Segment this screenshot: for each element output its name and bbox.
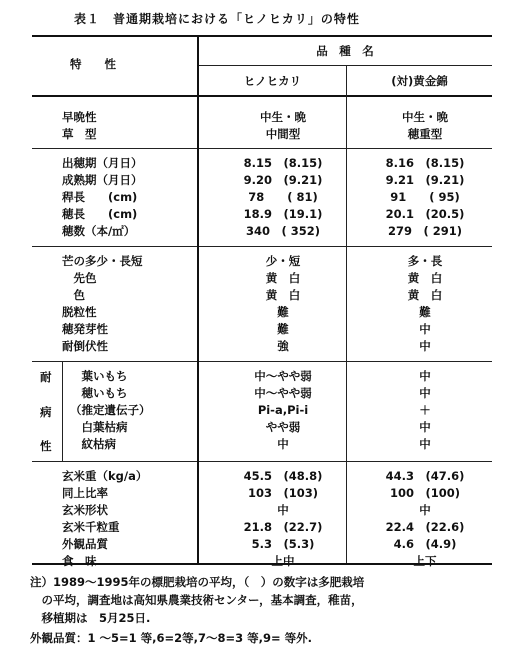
- cell-hinohikari: 黄 白: [265, 288, 301, 302]
- row-label: 食 味: [62, 554, 97, 568]
- table-title: 表１ 普通期栽培における「ヒノヒカリ」の特性: [74, 12, 360, 26]
- cell-hinohikari: 中生・晩: [260, 110, 306, 124]
- row-label: 玄米形状: [62, 503, 108, 517]
- row-label: 早晩性: [62, 110, 97, 124]
- header-bottom-rule: [32, 95, 492, 97]
- cell-koganenishiki: 中: [419, 437, 431, 451]
- cell-koganenishiki: 中生・晩: [402, 110, 448, 124]
- cell-hinohikari: 中: [277, 437, 289, 451]
- cell-koganenishiki: 多・長: [407, 254, 443, 268]
- cell-hinohikari: 45.5 (48.8): [243, 469, 323, 483]
- footnote-line: の平均，調査地は高知県農業技術センター，基本調査，稚苗，: [30, 593, 363, 607]
- cell-koganenishiki: 9.21 (9.21): [385, 173, 465, 187]
- side-label-disease-resistance: 性: [40, 439, 52, 453]
- row-label: 耐倒伏性: [62, 339, 108, 353]
- side-label-disease-resistance: 病: [40, 405, 52, 419]
- cell-koganenishiki: 100 (100): [389, 486, 461, 500]
- cell-koganenishiki: 4.6 (4.9): [393, 537, 457, 551]
- footnote-line: 注）1989～1995年の標肥栽培の平均，（ ）の数字は多肥栽培: [30, 575, 365, 589]
- row-label: 稈長 (cm): [62, 190, 138, 204]
- cell-koganenishiki: 22.4 (22.6): [385, 520, 465, 534]
- cell-koganenishiki: 穂重型: [407, 127, 443, 141]
- row-label: 芒の多少・長短: [62, 254, 143, 268]
- row-label: 紋枯病: [70, 437, 116, 451]
- cell-koganenishiki: ＋: [419, 403, 431, 417]
- row-label: 同上比率: [62, 486, 108, 500]
- cell-koganenishiki: 279 ( 291): [387, 224, 463, 238]
- cell-hinohikari: 中～やや弱: [254, 369, 312, 383]
- cell-koganenishiki: 44.3 (47.6): [385, 469, 465, 483]
- cell-hinohikari: 中間型: [265, 127, 301, 141]
- cell-koganenishiki: 黄 白: [407, 288, 443, 302]
- cell-koganenishiki: 20.1 (20.5): [385, 207, 465, 221]
- footnote-line: 移植期は 5月25日.: [30, 611, 151, 625]
- row-label: 穂長 (cm): [62, 207, 138, 221]
- cell-hinohikari: 上中: [271, 554, 295, 568]
- cell-koganenishiki: 上下: [413, 554, 437, 568]
- row-label: 先色: [62, 271, 97, 285]
- cell-koganenishiki: 91 ( 95): [390, 190, 460, 204]
- col-divider-main: [197, 35, 199, 564]
- row-label: （推定遺伝子）: [70, 403, 151, 417]
- side-label-disease-resistance: 耐: [40, 370, 52, 384]
- cell-koganenishiki: 難: [419, 305, 431, 319]
- row-label: 成熟期（月日）: [62, 173, 143, 187]
- header-sub-rule: [198, 65, 492, 66]
- row-label: 出穂期（月日）: [62, 156, 143, 170]
- group-divider: [32, 246, 492, 247]
- cell-hinohikari: 18.9 (19.1): [243, 207, 323, 221]
- cell-hinohikari: 強: [277, 339, 289, 353]
- row-label: 穂数（本/㎡）: [62, 224, 136, 238]
- cell-koganenishiki: 中: [419, 503, 431, 517]
- cell-hinohikari: 9.20 (9.21): [243, 173, 323, 187]
- row-label: 玄米重（kg/a）: [62, 469, 148, 483]
- cell-hinohikari: 黄 白: [265, 271, 301, 285]
- cell-koganenishiki: 中: [419, 386, 431, 400]
- cell-koganenishiki: 中: [419, 420, 431, 434]
- row-label: 穂発芽性: [62, 322, 108, 336]
- cell-hinohikari: 5.3 (5.3): [251, 537, 315, 551]
- cell-koganenishiki: 中: [419, 369, 431, 383]
- cell-hinohikari: 難: [277, 322, 289, 336]
- cell-hinohikari: Pi-a,Pi-i: [257, 403, 309, 417]
- row-label: 玄米千粒重: [62, 520, 120, 534]
- cell-koganenishiki: 中: [419, 339, 431, 353]
- cell-hinohikari: 340 ( 352): [245, 224, 321, 238]
- row-label: 色: [62, 288, 85, 302]
- cell-hinohikari: 少・短: [265, 254, 301, 268]
- cell-hinohikari: 中～やや弱: [254, 386, 312, 400]
- row-label: 草 型: [62, 127, 97, 141]
- cell-koganenishiki: 黄 白: [407, 271, 443, 285]
- header-feature: 特 性: [70, 57, 116, 71]
- cell-hinohikari: 21.8 (22.7): [243, 520, 323, 534]
- row-label: 外観品質: [62, 537, 108, 551]
- group-divider: [32, 461, 492, 462]
- group-divider: [32, 361, 492, 362]
- group-divider: [32, 148, 492, 149]
- cell-hinohikari: 難: [277, 305, 289, 319]
- row-label: 白葉枯病: [70, 420, 128, 434]
- cell-hinohikari: 78 ( 81): [248, 190, 318, 204]
- cell-koganenishiki: 8.16 (8.15): [385, 156, 465, 170]
- footnote-line: 外観品質：1 ～5=1 等,6=2等,7～8=3 等,9= 等外.: [30, 631, 313, 645]
- cell-hinohikari: 8.15 (8.15): [243, 156, 323, 170]
- cell-hinohikari: 中: [277, 503, 289, 517]
- header-hinohikari: ヒノヒカリ: [243, 74, 302, 88]
- row-label: 葉いもち: [70, 369, 128, 383]
- row-label: 穂いもち: [70, 386, 128, 400]
- header-koganenishiki: (対)黄金錦: [391, 74, 448, 88]
- cell-hinohikari: やや弱: [265, 420, 301, 434]
- header-variety: 品 種 名: [316, 44, 374, 58]
- cell-koganenishiki: 中: [419, 322, 431, 336]
- side-group-divider: [62, 361, 63, 461]
- row-label: 脱粒性: [62, 305, 97, 319]
- cell-hinohikari: 103 (103): [247, 486, 319, 500]
- table-top-rule: [32, 35, 492, 37]
